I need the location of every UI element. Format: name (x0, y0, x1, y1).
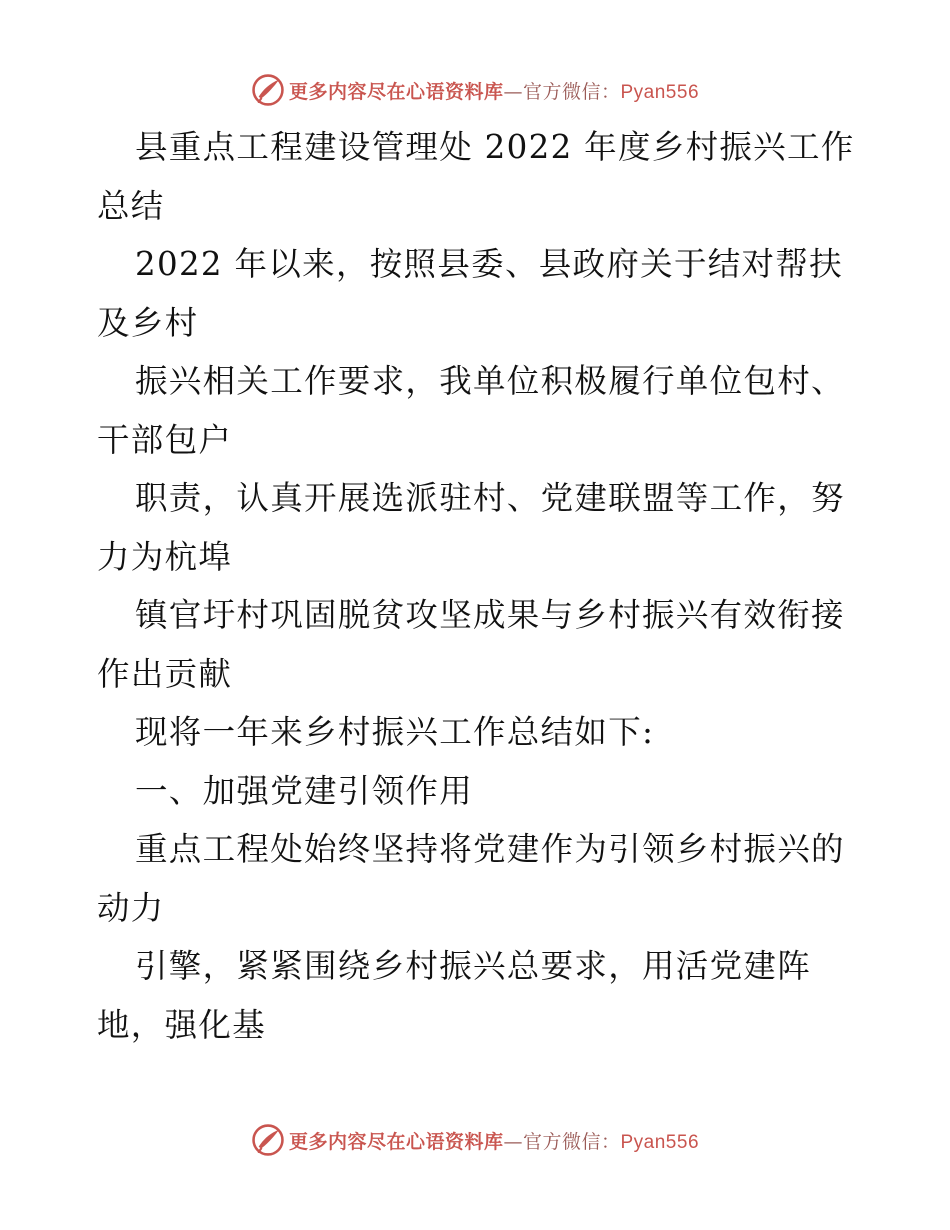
watermark-main-text: 更多内容尽在心语资料库 (288, 80, 504, 103)
document-title: 县重点工程建设管理处 2022 年度乡村振兴工作总结 (97, 128, 855, 225)
paragraph: 振兴相关工作要求，我单位积极履行单位包村、干部包户 (97, 362, 845, 459)
watermark-handle: Pyan556 (620, 81, 700, 103)
watermark-dash: — (503, 80, 523, 103)
watermark-wechat-label: 官方微信： (522, 80, 621, 103)
pen-logo-icon (251, 73, 285, 107)
watermark-main-text: 更多内容尽在心语资料库 (288, 1130, 504, 1153)
section-heading: 一、加强党建引领作用 (135, 771, 474, 810)
paragraph: 重点工程处始终坚持将党建作为引领乡村振兴的动力 (97, 830, 845, 927)
watermark-wechat-label: 官方微信： (522, 1130, 621, 1153)
paragraph: 镇官圩村巩固脱贫攻坚成果与乡村振兴有效衔接作出贡献 (97, 596, 845, 693)
paragraph: 现将一年来乡村振兴工作总结如下: (135, 713, 655, 751)
paragraph: 2022 年以来，按照县委、县政府关于结对帮扶及乡村 (97, 245, 843, 342)
paragraph: 引擎，紧紧围绕乡村振兴总要求，用活党建阵地，强化基 (97, 947, 812, 1044)
watermark-banner-top (0, 70, 950, 110)
watermark-dash: — (503, 1130, 523, 1153)
watermark-handle: Pyan556 (620, 1131, 700, 1153)
watermark-banner-bottom (0, 1120, 950, 1160)
paragraph: 职责，认真开展选派驻村、党建联盟等工作，努力为杭埠 (97, 479, 845, 576)
document-body (97, 118, 857, 1054)
pen-logo-icon (251, 1123, 285, 1157)
